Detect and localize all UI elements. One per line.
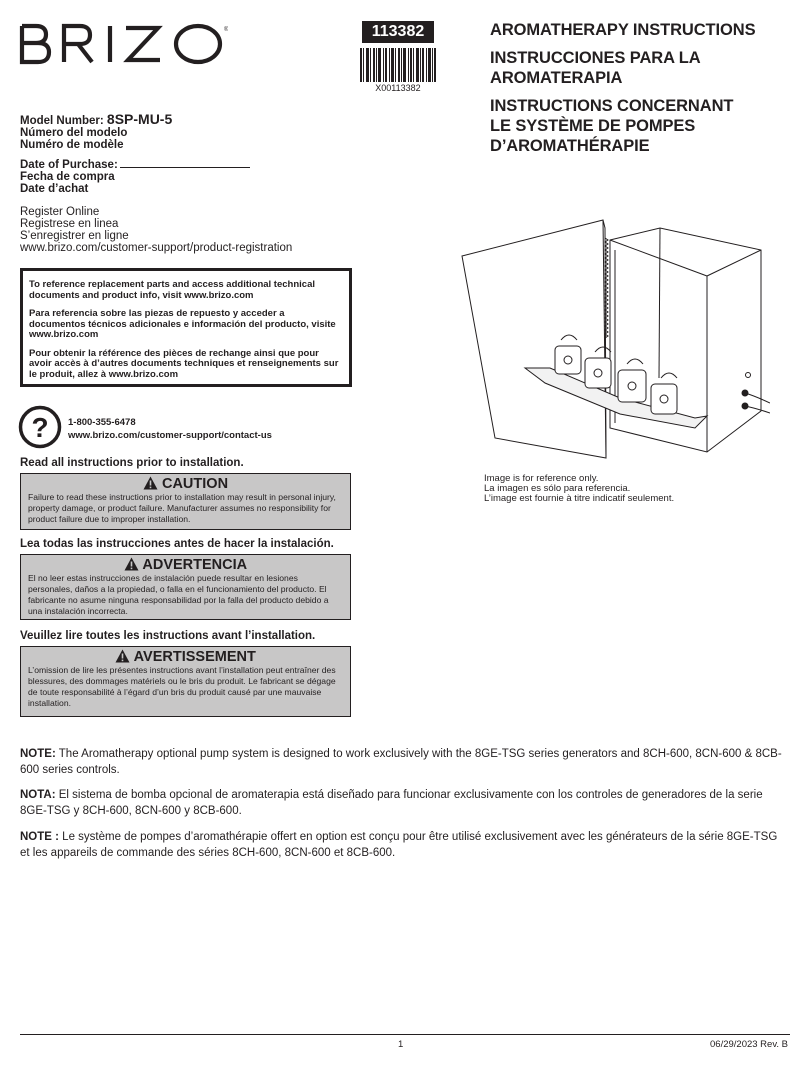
caution-title: CAUTION — [161, 476, 229, 492]
warning-triangle-icon — [143, 476, 158, 490]
contact-url[interactable]: www.brizo.com/customer-support/contact-us — [68, 430, 272, 441]
advertencia-box — [20, 554, 351, 620]
purchase-label-es: Fecha de compra — [20, 171, 115, 183]
note-en — [20, 746, 790, 778]
caution-box — [20, 473, 351, 530]
advertencia-title: ADVERTENCIA — [142, 557, 248, 573]
document-number: 113382 — [362, 21, 434, 43]
barcode — [360, 48, 436, 82]
warning-triangle-icon — [115, 649, 130, 663]
question-icon — [18, 405, 62, 449]
purchase-date-line — [120, 158, 250, 168]
contact-phone[interactable]: 1-800-355-6478 — [68, 417, 136, 428]
cabinet-illustration — [455, 218, 770, 463]
avertissement-box — [20, 646, 351, 717]
footer-divider — [20, 1034, 790, 1035]
image-caption-fr: L’image est fournie à titre indicatif seulement. — [484, 493, 675, 504]
note-label: NOTE : — [20, 831, 59, 843]
model-label-es: Número del modelo — [20, 127, 128, 139]
svg-text:®: ® — [224, 27, 228, 33]
title-fr-line2: LE SYSTÈME DE POMPES — [490, 117, 696, 135]
note-label: NOTE: — [20, 748, 56, 760]
advertencia-body: El no leer estas instrucciones de instalación puede resultar en lesiones personales, daños a la propiedad, o falla en el funcionamiento del producto. El fabricante no asume ninguna responsabilidad por la falla del producto debido a una instalación incorrecta. — [28, 573, 329, 616]
note-es — [20, 787, 790, 819]
title-fr-line3: D’AROMATHÉRAPIE — [490, 137, 650, 155]
purchase-label-fr: Date d’achat — [20, 183, 89, 195]
read-heading-es: Lea todas las instrucciones antes de hacer la instalación. — [20, 538, 334, 550]
register-es: Registrese en linea — [20, 218, 119, 230]
svg-text:?: ? — [31, 412, 49, 443]
page-number: 1 — [398, 1039, 404, 1050]
title-es-line2: AROMATERAPIA — [490, 69, 623, 87]
purchase-date-block — [20, 158, 340, 195]
model-number: 8SP-MU-5 — [106, 111, 173, 127]
read-heading-en: Read all instructions prior to installation. — [20, 457, 244, 469]
model-label-fr: Numéro de modèle — [20, 139, 124, 151]
read-heading-fr: Veuillez lire toutes les instructions avant l’installation. — [20, 630, 316, 642]
register-en: Register Online — [20, 206, 100, 218]
avertissement-body: L’omission de lire les présentes instructions avant l’installation peut entraîner des blessures, des dommages matériels ou le bris du produit. Le fabricant se dégage de toute responsabilité à l’égard d’un bris du produit causé par une mauvaise installation. — [28, 665, 336, 708]
note-text: Le système de pompes d’aromathérapie offert en option est conçu pour être utilisé exclusivement avec les générateurs de la série 8GE-TSG et les appareils de commande des séries 8CH-600, 8CN-600 et 8CB-600. — [20, 831, 778, 859]
image-caption — [484, 474, 674, 504]
note-label: NOTA: — [20, 789, 56, 801]
barcode-number: X00113382 — [375, 83, 421, 93]
purchase-label-en: Date of Purchase: — [20, 159, 118, 171]
reference-en: To reference replacement parts and access additional technical documents and product info, visit www.brizo.com — [29, 279, 315, 301]
title-fr-line1: INSTRUCTIONS CONCERNANT — [490, 97, 734, 115]
model-label-en: Model Number: — [20, 115, 104, 127]
model-number-block — [20, 113, 340, 151]
title-en: AROMATHERAPY INSTRUCTIONS — [490, 21, 756, 39]
image-caption-en: Image is for reference only. — [484, 473, 599, 484]
register-url[interactable]: www.brizo.com/customer-support/product-registration — [20, 242, 293, 254]
note-fr — [20, 829, 790, 861]
document-titles — [490, 20, 790, 156]
reference-es: Para referencia sobre las piezas de repuesto y acceder a documentos técnicos adicionales e información del producto, visite www.brizo.com — [29, 308, 336, 340]
brizo-logo — [18, 22, 228, 66]
reference-fr: Pour obtenir la référence des pièces de rechange ainsi que pour avoir accès à d’autres documents techniques et renseignements sur le produit, allez à www.brizo.com — [29, 347, 339, 380]
contact-block — [68, 416, 272, 442]
note-text: El sistema de bomba opcional de aromaterapia está diseñado para funcionar exclusivamente con los controles de generadores de la serie 8GE-TSG y 8CH-600, 8CN-600 y 8CB-600. — [20, 789, 763, 817]
caution-body: Failure to read these instructions prior to installation may result in personal injury, property damage, or product failure. Manufacturer assumes no responsibility for product failure due to improper installation. — [28, 492, 336, 524]
warning-triangle-icon — [124, 557, 139, 571]
avertissement-title: AVERTISSEMENT — [133, 649, 256, 665]
note-text: The Aromatherapy optional pump system is designed to work exclusively with the 8GE-TSG series generators and 8CH-600, 8CN-600 & 8CB-600 series controls. — [20, 748, 782, 776]
image-caption-es: La imagen es sólo para referencia. — [484, 483, 631, 494]
register-fr: S’enregistrer en ligne — [20, 230, 129, 242]
title-es-line1: INSTRUCCIONES PARA LA — [490, 49, 701, 67]
register-block — [20, 206, 340, 254]
brand-text: BRIZO — [18, 22, 22, 23]
reference-box — [20, 268, 352, 387]
revision-date: 06/29/2023 Rev. B — [710, 1039, 788, 1050]
